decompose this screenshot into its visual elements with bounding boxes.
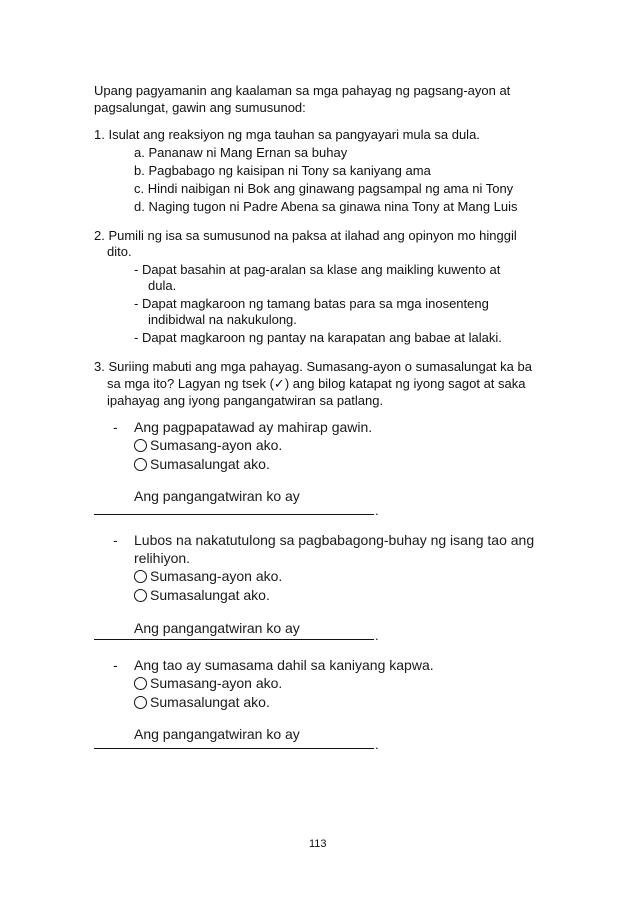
- q2-item-1: - Dapat basahin at pag-aralan sa klase ang maikling kuwento at: [134, 262, 501, 277]
- statement-1-period: .: [375, 503, 379, 518]
- statement-2-agree-label: Sumasang-ayon ako.: [150, 568, 283, 584]
- statement-2-disagree-label: Sumasalungat ako.: [150, 587, 270, 603]
- statement-3-disagree-label: Sumasalungat ako.: [150, 694, 270, 710]
- statement-2-disagree-radio[interactable]: [134, 589, 147, 602]
- intro-line-1: Upang pagyamanin ang kaalaman sa mga pahayag ng pagsang-ayon at: [94, 83, 511, 98]
- q1-title: 1. Isulat ang reaksiyon ng mga tauhan sa pangyayari mula sa dula.: [94, 127, 480, 142]
- statement-3-period: .: [375, 737, 379, 752]
- q3-title-line-3: ipahayag ang iyong pangangatwiran sa patlang.: [107, 393, 384, 408]
- statement-2-reason-label: Ang pangangatwiran ko ay: [134, 620, 300, 636]
- statement-1-dash: -: [113, 419, 118, 435]
- q1-item-a: a. Pananaw ni Mang Ernan sa buhay: [134, 145, 348, 160]
- statement-1-reason-label: Ang pangangatwiran ko ay: [134, 488, 300, 504]
- statement-2-text-line-1: Lubos na nakatutulong sa pagbabagong-buhay ng isang tao ang: [134, 532, 535, 548]
- q2-item-2-cont: indibidwal na nakukulong.: [148, 312, 297, 327]
- statement-1-disagree-label: Sumasalungat ako.: [150, 456, 270, 472]
- q2-item-2: - Dapat magkaroon ng tamang batas para sa mga inosenteng: [134, 296, 489, 311]
- statement-3-agree-label: Sumasang-ayon ako.: [150, 675, 283, 691]
- q2-title-line-1: 2. Pumili ng isa sa sumusunod na paksa at ilahad ang opinyon mo hinggil: [94, 228, 517, 243]
- intro-line-2: pagsalungat, gawin ang sumusunod:: [94, 100, 306, 115]
- q2-item-1-cont: dula.: [148, 278, 177, 293]
- statement-1-text: Ang pagpapatawad ay mahirap gawin.: [134, 419, 373, 435]
- statement-3-reason-label: Ang pangangatwiran ko ay: [134, 726, 300, 742]
- statement-1-agree-radio[interactable]: [134, 439, 147, 452]
- statement-3-dash: -: [113, 657, 118, 673]
- page-number: 113: [309, 838, 327, 850]
- q1-item-d: d. Naging tugon ni Padre Abena sa ginawa nina Tony at Mang Luis: [134, 199, 518, 214]
- statement-2-text-line-2: relihiyon.: [134, 550, 191, 566]
- statement-2-answer-line[interactable]: [94, 639, 374, 640]
- statement-1-disagree-radio[interactable]: [134, 458, 147, 471]
- statement-2-dash: -: [113, 532, 118, 548]
- q3-title-line-2: sa mga ito? Lagyan ng tsek (✓) ang bilog katapat ng iyong sagot at saka: [107, 376, 526, 391]
- q1-item-c: c. Hindi naibigan ni Bok ang ginawang pagsampal ng ama ni Tony: [134, 181, 514, 196]
- statement-3-disagree-radio[interactable]: [134, 696, 147, 709]
- q3-title-line-1: 3. Suriing mabuti ang mga pahayag. Sumasang-ayon o sumasalungat ka ba: [94, 359, 532, 374]
- q2-title-line-2: dito.: [107, 244, 132, 259]
- statement-2-agree-radio[interactable]: [134, 570, 147, 583]
- statement-3-answer-line[interactable]: [94, 748, 374, 749]
- q2-item-3: - Dapat magkaroon ng pantay na karapatan ang babae at lalaki.: [134, 330, 502, 345]
- statement-3-text: Ang tao ay sumasama dahil sa kaniyang kapwa.: [134, 657, 434, 673]
- q1-item-b: b. Pagbabago ng kaisipan ni Tony sa kaniyang ama: [134, 163, 431, 178]
- statement-1-agree-label: Sumasang-ayon ako.: [150, 437, 283, 453]
- statement-1-answer-line[interactable]: [94, 514, 374, 515]
- statement-3-agree-radio[interactable]: [134, 677, 147, 690]
- statement-2-period: .: [375, 628, 379, 643]
